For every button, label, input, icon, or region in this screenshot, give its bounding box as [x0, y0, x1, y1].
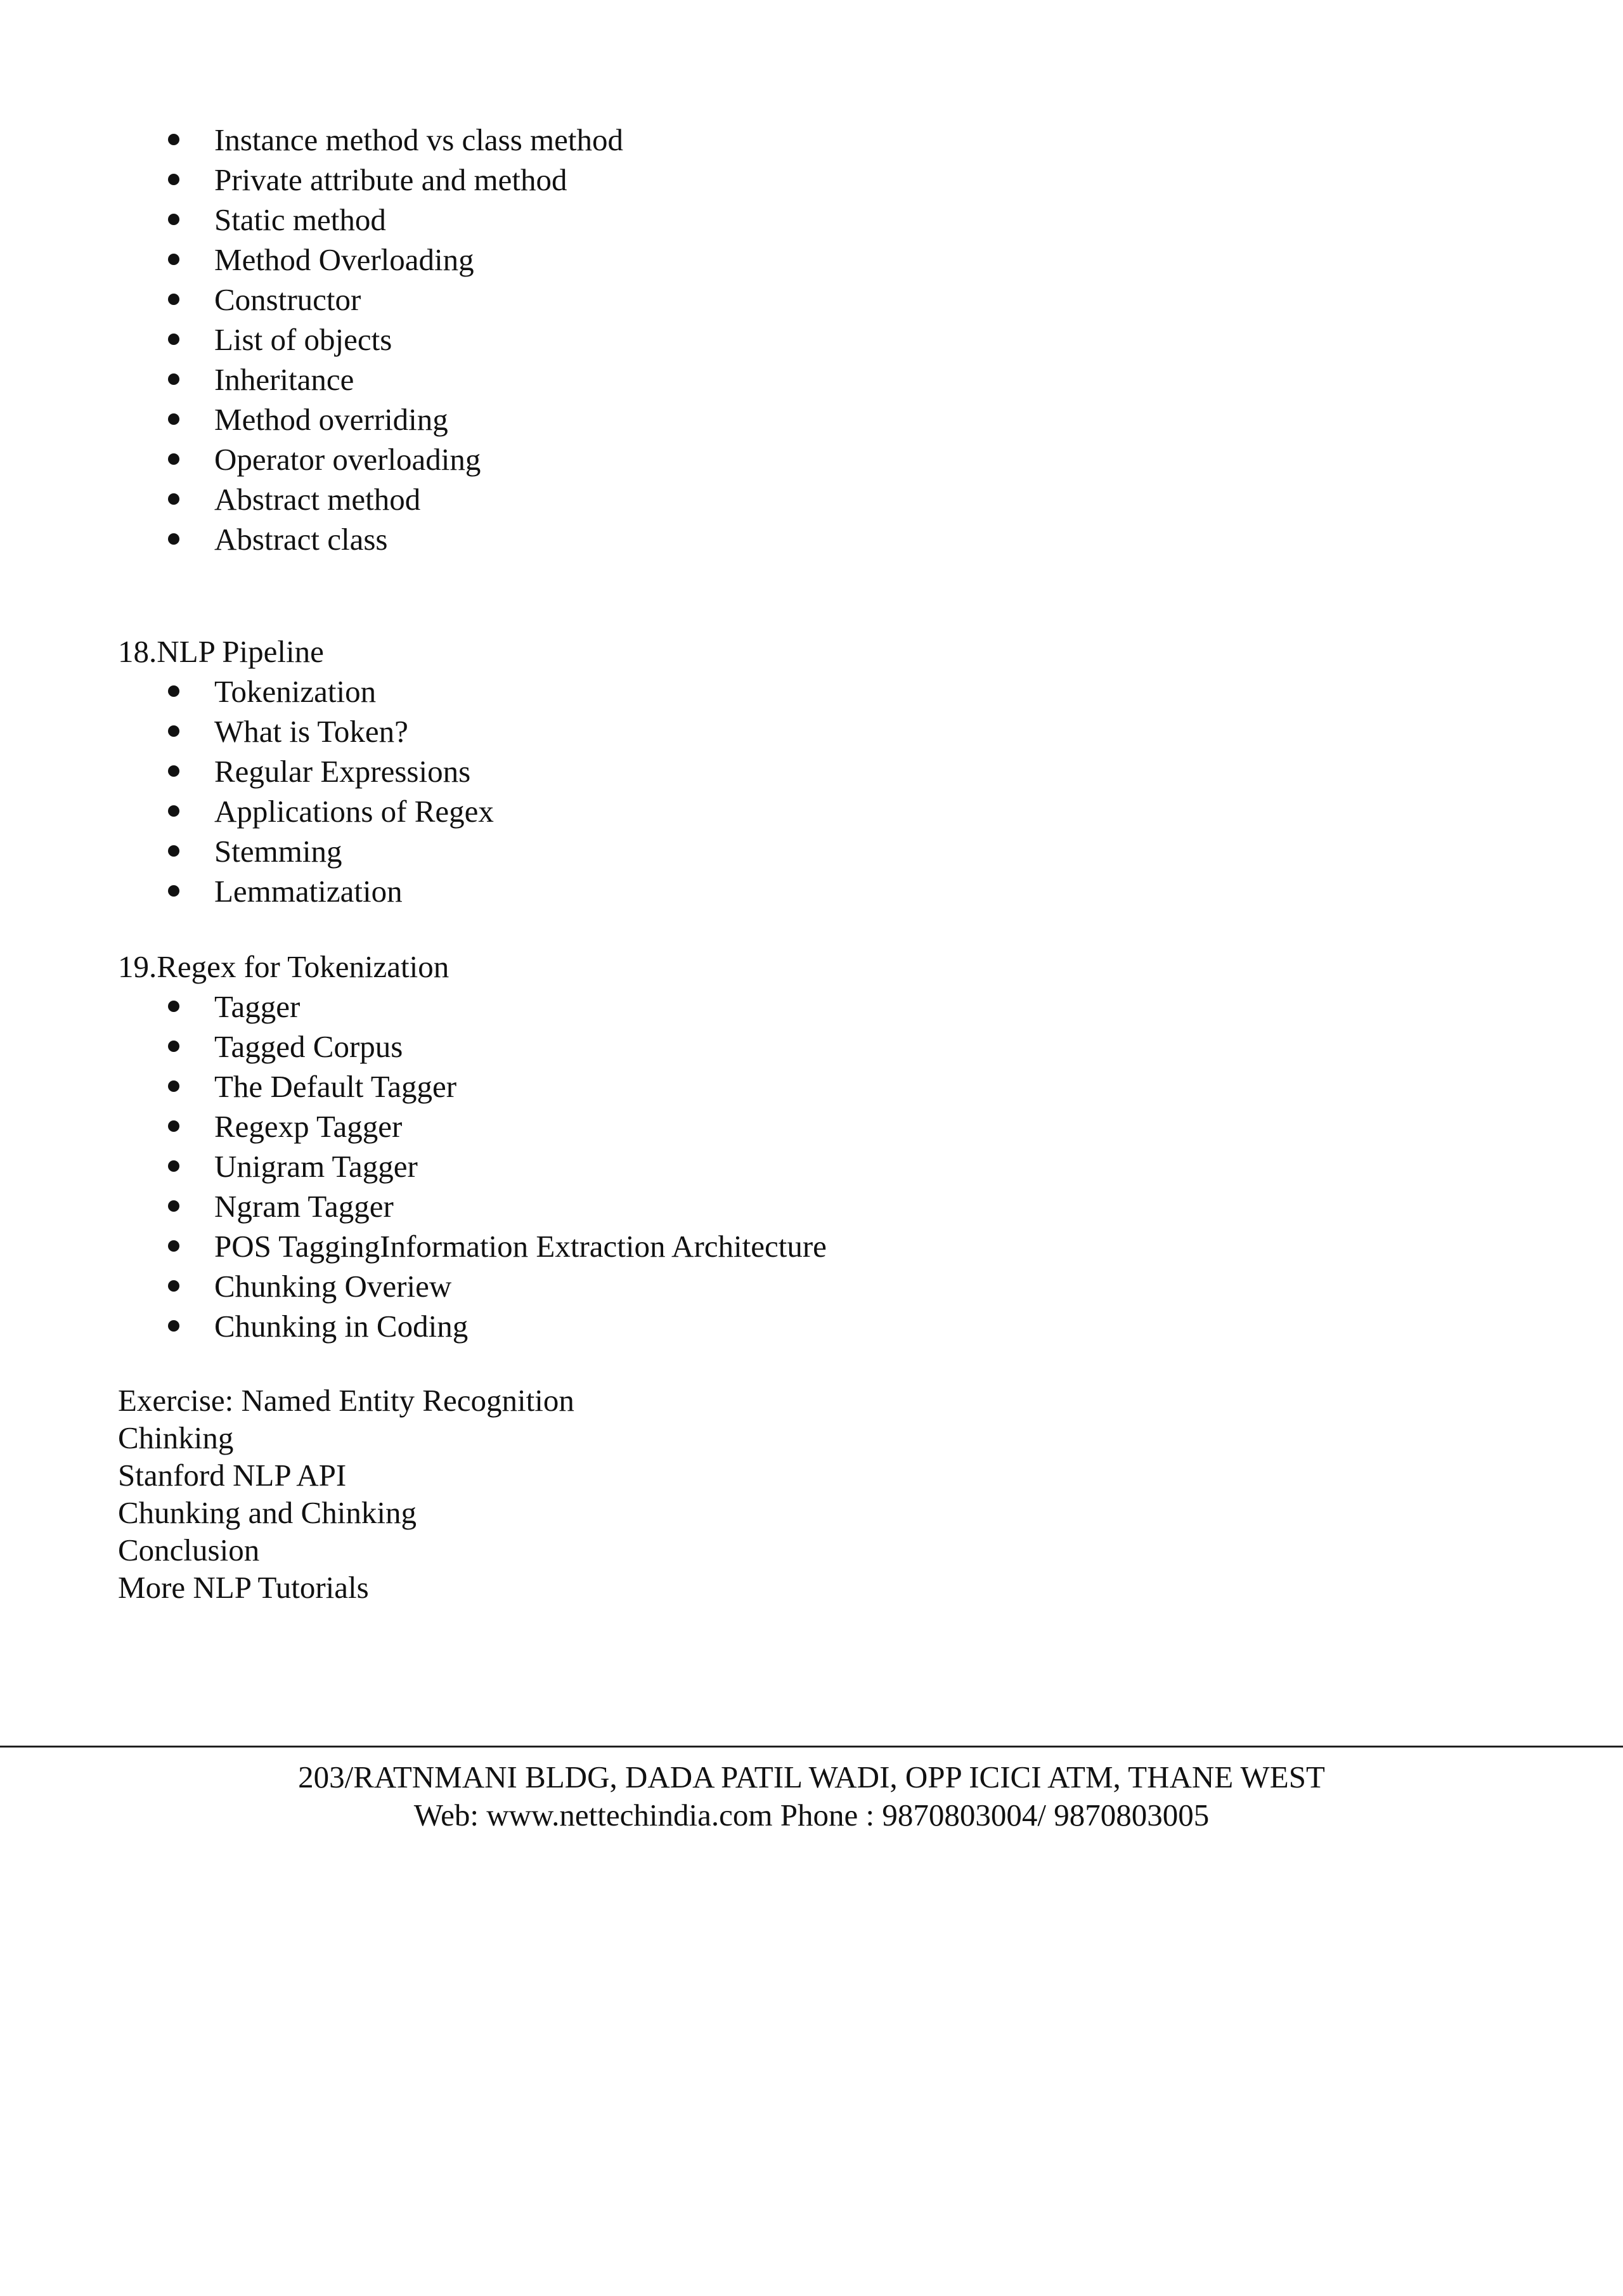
- topic-line: More NLP Tutorials: [118, 1570, 369, 1605]
- list-item: [0, 751, 1522, 791]
- bullet-icon: [168, 805, 179, 817]
- list-item-text: Abstract class: [214, 522, 388, 557]
- bullet-icon: [168, 493, 179, 505]
- list-item: [0, 711, 1522, 751]
- list-item-text: Unigram Tagger: [214, 1149, 418, 1184]
- list-item: [0, 1146, 1522, 1186]
- list-item: [0, 200, 1522, 240]
- list-item-text: Regular Expressions: [214, 754, 471, 789]
- list-item: [0, 439, 1522, 479]
- list-item-text: Inheritance: [214, 362, 354, 397]
- list-item-text: Tokenization: [214, 674, 377, 709]
- list-item: [0, 519, 1522, 559]
- list-item: [0, 871, 1522, 911]
- list-item: [0, 120, 1522, 160]
- topic-list-oop: [0, 120, 1522, 559]
- bullet-icon: [168, 845, 179, 857]
- list-item-text: POS TaggingInformation Extraction Architecture: [214, 1229, 827, 1264]
- list-item: [0, 1106, 1522, 1146]
- topic-line: Conclusion: [118, 1533, 260, 1567]
- list-item-text: Tagger: [214, 989, 301, 1024]
- list-item-text: Chunking Overiew: [214, 1269, 452, 1304]
- list-item-text: Method Overloading: [214, 242, 474, 277]
- list-item: [0, 479, 1522, 519]
- footer-divider: [0, 1746, 1623, 1748]
- footer-address: 203/RATNMANI BLDG, DADA PATIL WADI, OPP ICICI ATM, THANE WEST: [298, 1760, 1325, 1794]
- list-item: [0, 791, 1522, 831]
- bullet-icon: [168, 1240, 179, 1252]
- bullet-icon: [168, 885, 179, 897]
- bullet-icon: [168, 294, 179, 305]
- bullet-icon: [168, 1320, 179, 1332]
- list-item: [0, 399, 1522, 439]
- topic-line: Stanford NLP API: [118, 1458, 347, 1493]
- list-item-text: Chunking in Coding: [214, 1309, 469, 1344]
- bullet-icon: [168, 1200, 179, 1212]
- list-item: [0, 360, 1522, 399]
- list-item: [0, 1306, 1522, 1346]
- footer-contact: Web: www.nettechindia.com Phone : 9870803004/ 9870803005: [413, 1798, 1210, 1832]
- list-item-text: Static method: [214, 202, 386, 237]
- list-item-text: The Default Tagger: [214, 1069, 457, 1104]
- list-item: [0, 1266, 1522, 1306]
- bullet-icon: [168, 373, 179, 385]
- page-footer: [0, 1758, 1623, 1834]
- list-item-text: Ngram Tagger: [214, 1189, 394, 1224]
- list-item-text: Instance method vs class method: [214, 122, 624, 157]
- bullet-icon: [168, 1280, 179, 1292]
- topic-line: Chunking and Chinking: [118, 1495, 417, 1530]
- bullet-icon: [168, 254, 179, 265]
- list-item: [0, 1027, 1522, 1067]
- list-item: [0, 987, 1522, 1027]
- list-item-text: Applications of Regex: [214, 794, 494, 829]
- list-item-text: Tagged Corpus: [214, 1029, 403, 1064]
- bullet-icon: [168, 174, 179, 185]
- list-item-text: Abstract method: [214, 482, 421, 517]
- bullet-icon: [168, 134, 179, 145]
- list-item-text: Private attribute and method: [214, 162, 567, 197]
- list-item: [0, 671, 1522, 711]
- bullet-icon: [168, 453, 179, 465]
- list-item: [0, 280, 1522, 320]
- bullet-icon: [168, 1001, 179, 1012]
- list-item: [0, 1067, 1522, 1106]
- list-item: [0, 240, 1522, 280]
- bullet-icon: [168, 214, 179, 225]
- bullet-icon: [168, 1160, 179, 1172]
- bullet-icon: [168, 334, 179, 345]
- bullet-icon: [168, 725, 179, 737]
- list-item: [0, 1226, 1522, 1266]
- list-item: [0, 1186, 1522, 1226]
- additional-topics: [118, 1382, 574, 1606]
- topic-list-nlp-pipeline: [0, 671, 1522, 911]
- list-item-text: Operator overloading: [214, 442, 481, 477]
- bullet-icon: [168, 765, 179, 777]
- topic-line: Exercise: Named Entity Recognition: [118, 1383, 574, 1418]
- list-item-text: Stemming: [214, 834, 342, 869]
- topic-list-regex-tokenization: [0, 987, 1522, 1346]
- list-item-text: Lemmatization: [214, 874, 403, 909]
- bullet-icon: [168, 1080, 179, 1092]
- bullet-icon: [168, 685, 179, 697]
- bullet-icon: [168, 533, 179, 545]
- section-heading-18: 18.NLP Pipeline: [118, 634, 324, 669]
- list-item-text: List of objects: [214, 322, 392, 357]
- list-item-text: Constructor: [214, 282, 361, 317]
- section-heading-19: 19.Regex for Tokenization: [118, 949, 449, 984]
- list-item-text: Regexp Tagger: [214, 1109, 403, 1144]
- list-item: [0, 831, 1522, 871]
- bullet-icon: [168, 1041, 179, 1052]
- topic-line: Chinking: [118, 1420, 234, 1455]
- list-item-text: What is Token?: [214, 714, 408, 749]
- list-item: [0, 160, 1522, 200]
- list-item-text: Method overriding: [214, 402, 448, 437]
- list-item: [0, 320, 1522, 360]
- bullet-icon: [168, 1120, 179, 1132]
- bullet-icon: [168, 413, 179, 425]
